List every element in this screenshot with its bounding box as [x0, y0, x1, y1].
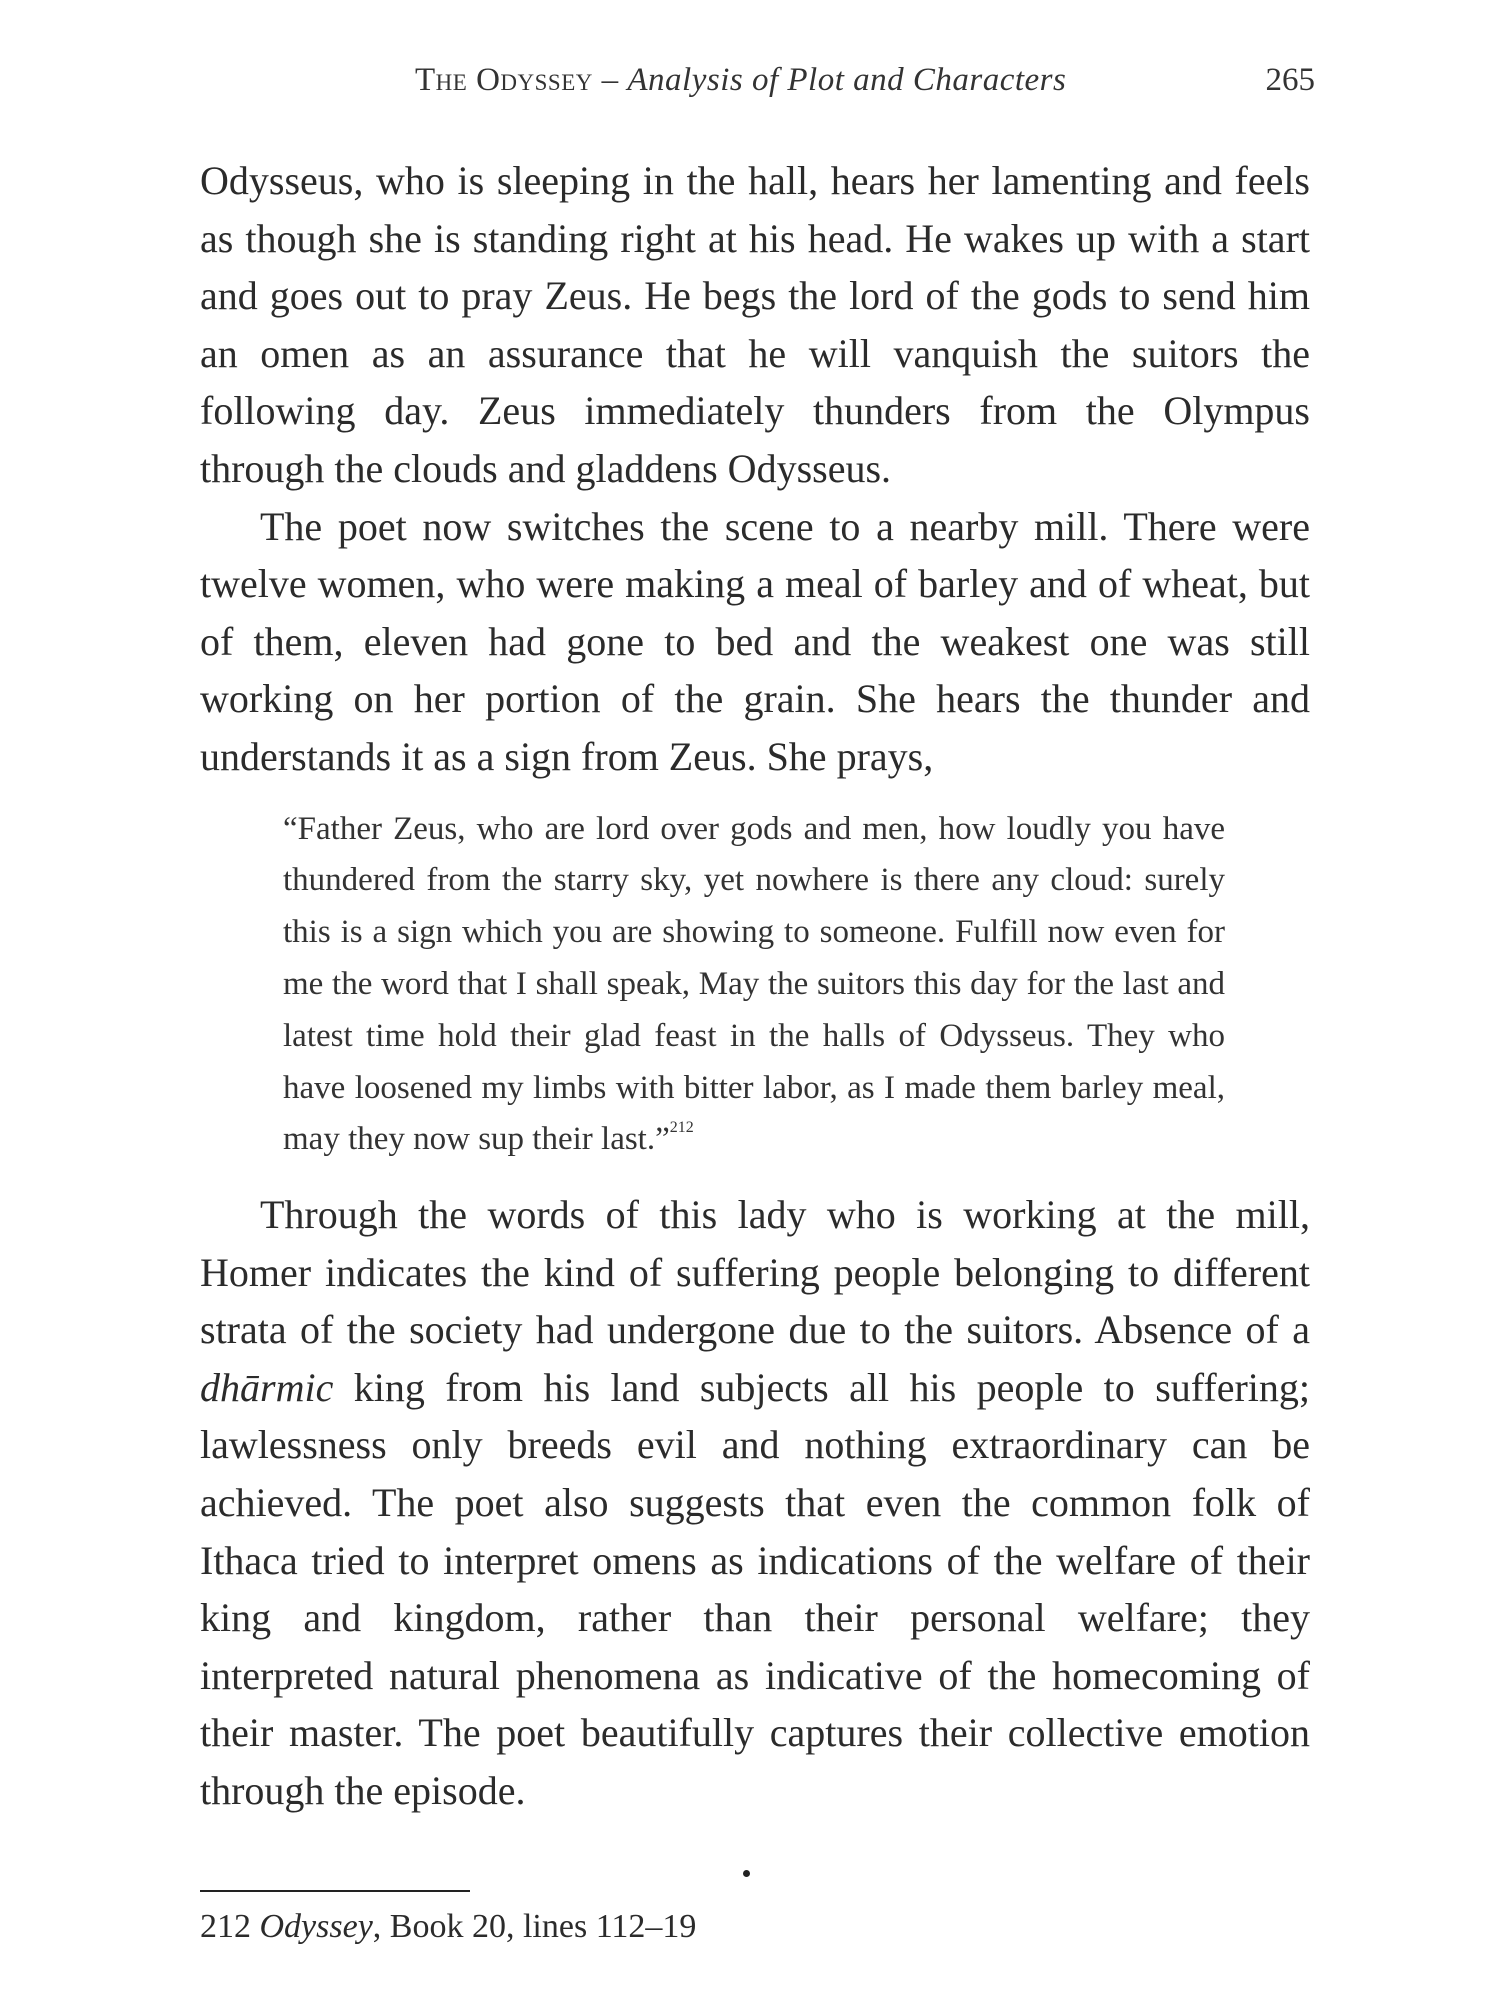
- paragraph-3: [200, 1186, 1310, 1820]
- footnote-source: Odyssey: [259, 1908, 373, 1945]
- footnote-number: 212: [200, 1908, 260, 1945]
- paragraph-2: The poet now switches the scene to a nearby mill. There were twelve women, who were making a meal of barley and of wheat, but of them, eleven had gone to bed and the weakest one was still working on her portion of the grain. She hears the thunder and understands it as a sign from Zeus. She prays,: [200, 503, 1310, 779]
- running-head: [200, 62, 1315, 110]
- prayer-quote: [283, 804, 1225, 1167]
- paragraph-3-start: Through the words of this lady who is working at the mill, Homer indicates the kind of suffering people belonging to different strata of the society had undergone due to the suitors. Absence of a: [200, 1192, 1310, 1353]
- footnote-reference: 212: [669, 1119, 694, 1137]
- running-head-title: [415, 62, 1066, 99]
- dharmic-term: dhārmic: [200, 1364, 334, 1410]
- paragraph-1: Odysseus, who is sleeping in the hall, hears her lamenting and feels as though she is standing right at his head. He wakes up with a start and goes out to pray Zeus. He begs the lord of the gods to send him an omen as an assurance that he will vanquish the suitors the following day. Zeus immediately thunders from the Olympus through the clouds and gladdens Odysseus.: [200, 158, 1310, 491]
- footnote: [200, 1908, 696, 1946]
- section-end-dot: [743, 1870, 750, 1877]
- page-number: 265: [1265, 62, 1315, 98]
- section-title: Analysis of Plot and Characters: [627, 62, 1067, 98]
- footnote-divider: [200, 1890, 470, 1892]
- body-text: [200, 152, 1310, 1820]
- footnote-citation: , Book 20, lines 112–19: [372, 1908, 697, 1945]
- paragraph-3-end: king from his land subjects all his people to suffering; lawlessness only breeds evil and nothing extraordinary can be achieved. The poet also suggests that even the common folk of Ithaca tried to interpret omens as indications of the welfare of their king and kingdom, rather than their personal welfare; they interpreted natural phenomena as indicative of the homecoming of their master. The poet beautifully captures their collective emotion through the episode.: [200, 1364, 1310, 1814]
- title-separator: –: [592, 62, 628, 98]
- quote-text: “Father Zeus, who are lord over gods and men, how loudly you have thundered from the starry sky, yet nowhere is there any cloud: surely this is a sign which you are showing to someone. Fulfill now even for me the word that I shall speak, May the suitors this day for the last and latest time hold their glad feast in the halls of Odysseus. They who have loosened my limbs with bitter labor, as I made them barley meal, may they now sup their last.”: [283, 810, 1225, 1158]
- book-title: The Odyssey: [415, 62, 593, 98]
